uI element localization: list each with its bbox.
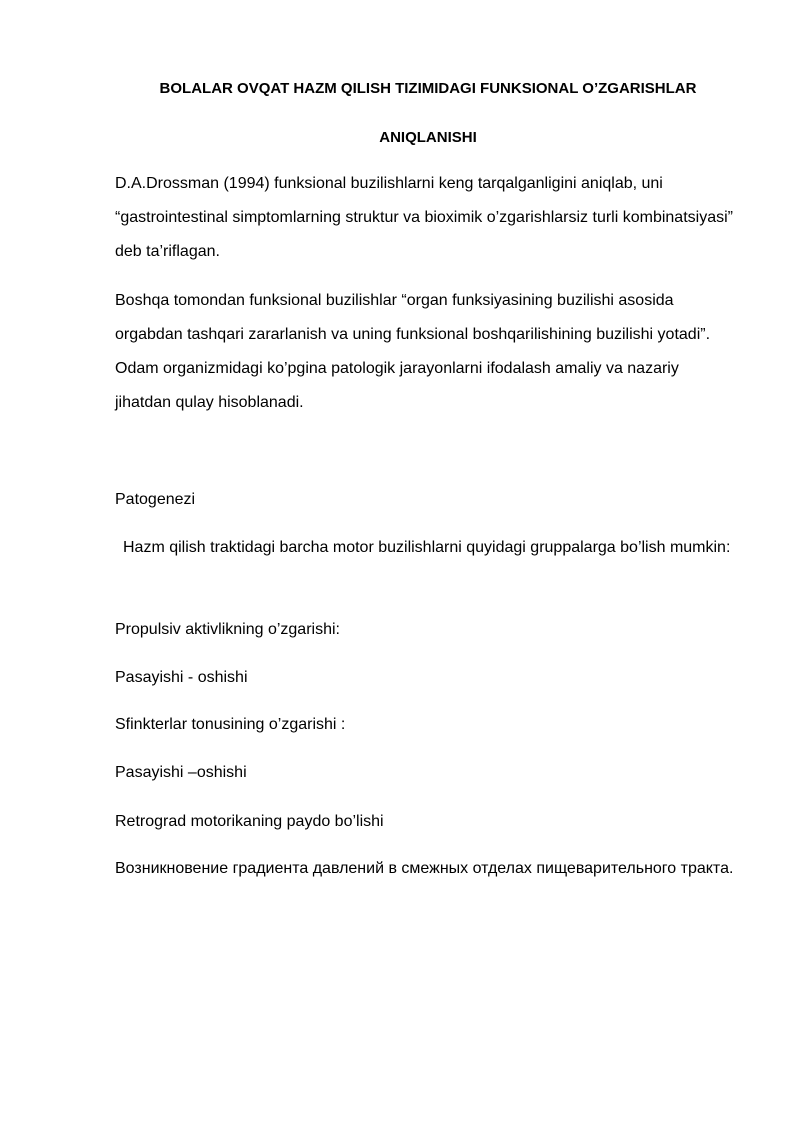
paragraph-motor-disorders-text: Hazm qilish traktidagi barcha motor buzilishlarni quyidagi gruppalarga bo’lish mumkin: (123, 539, 731, 556)
list-item-retrograd: Retrograd motorikaning paydo bo’lishi (115, 813, 384, 830)
paragraph-functional-disorders: Boshqa tomondan funksional buzilishlar “organ funksiyasining buzilishi asosida orgabdan tashqari zararlanish va uning funksional boshqarilishining buzilishi yotadi”. Odam organizmidagi ko’pgina patologik jarayonlarni ifodalash amaliy va nazariy jihatdan qulay hisoblanadi. (115, 292, 711, 411)
list-item-pasayishi-2: Pasayishi –oshishi (115, 764, 247, 781)
list-item-pasayishi-1: Pasayishi - oshishi (115, 669, 248, 686)
list-item-propulsiv: Propulsiv aktivlikning o’zgarishi: (115, 621, 340, 638)
paragraph-pressure-gradient: Возникновение градиента давлений в смежных отделах пищеварительного тракта. (115, 860, 734, 877)
document-title-line2: ANIQLANISHI (379, 129, 477, 146)
list-item-sfinkterlar: Sfinkterlar tonusining o’zgarishi : (115, 716, 346, 733)
paragraph-motor-disorders (115, 531, 735, 565)
document-title-line1: BOLALAR OVQAT HAZM QILISH TIZIMIDAGI FUNKSIONAL O’ZGARISHLAR (159, 80, 697, 97)
section-heading-patogenezi: Patogenezi (115, 491, 196, 508)
paragraph-drossman: D.A.Drossman (1994) funksional buzilishlarni keng tarqalganligini aniqlab, uni “gastrointestinal simptomlarning struktur va bioximik o’zgarishlarsiz turli kombinatsiyasi” deb ta’riflagan. (115, 175, 733, 260)
